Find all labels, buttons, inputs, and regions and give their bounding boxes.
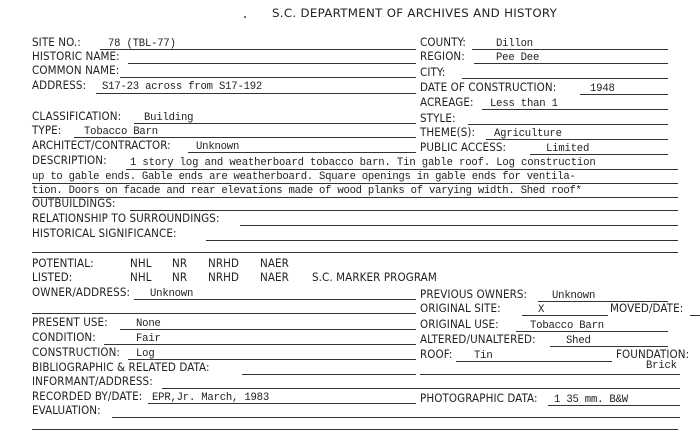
architect-value: Unknown bbox=[196, 141, 240, 153]
style-label: STYLE: bbox=[420, 111, 456, 125]
recorded-by-value: EPR,Jr. March, 1983 bbox=[152, 392, 269, 404]
photographic-data-value: 1 35 mm. B&W bbox=[554, 394, 628, 406]
present-use-line bbox=[120, 329, 416, 330]
original-site-value: X bbox=[538, 304, 545, 316]
roof-label: ROOF: bbox=[420, 347, 453, 361]
description-rule-1 bbox=[126, 169, 678, 170]
altered-value: Shed bbox=[566, 335, 591, 347]
region-line bbox=[474, 63, 668, 64]
date-of-construction-label: DATE OF CONSTRUCTION: bbox=[420, 80, 557, 94]
site-no-value: 78 (TBL-77) bbox=[108, 38, 176, 50]
original-use-line bbox=[516, 331, 668, 332]
classification-line bbox=[134, 123, 416, 124]
original-site-label: ORIGINAL SITE: bbox=[420, 301, 501, 315]
informant-line bbox=[162, 388, 680, 389]
potential-nhl: NHL bbox=[130, 256, 152, 270]
outbuildings-label: OUTBUILDINGS: bbox=[32, 196, 116, 210]
county-value: Dillon bbox=[496, 38, 533, 50]
original-site-line bbox=[522, 315, 608, 316]
city-label: CITY: bbox=[420, 65, 446, 79]
date-of-construction-value: 1948 bbox=[590, 83, 615, 95]
significance-label: HISTORICAL SIGNIFICANCE: bbox=[32, 226, 177, 240]
construction-label: CONSTRUCTION: bbox=[32, 345, 121, 359]
moved-date-line bbox=[690, 315, 700, 316]
listed-label: LISTED: bbox=[32, 270, 73, 284]
address-value: S17-23 across from S17-192 bbox=[102, 81, 263, 93]
photographic-data-label: PHOTOGRAPHIC DATA: bbox=[420, 391, 538, 405]
potential-label: POTENTIAL: bbox=[32, 256, 94, 270]
condition-value: Fair bbox=[136, 333, 161, 345]
foundation-value: Brick bbox=[646, 360, 677, 372]
bibliographic-line-right bbox=[420, 374, 680, 375]
acreage-line bbox=[482, 109, 668, 110]
stray-mark bbox=[244, 16, 246, 18]
moved-date-label: MOVED/DATE: bbox=[610, 301, 684, 315]
themes-line bbox=[486, 139, 668, 140]
description-line-3: tion. Doors on facade and rear elevations made of wood planks of varying width. Shed roof* bbox=[32, 185, 582, 197]
section-separator-1 bbox=[32, 252, 678, 253]
architect-label: ARCHITECT/CONTRACTOR: bbox=[32, 138, 171, 152]
condition-label: CONDITION: bbox=[32, 330, 96, 344]
photographic-data-line bbox=[548, 405, 680, 406]
type-value: Tobacco Barn bbox=[84, 126, 158, 138]
description-label: DESCRIPTION: bbox=[32, 153, 107, 167]
previous-owners-label: PREVIOUS OWNERS: bbox=[420, 287, 528, 301]
common-name-label: COMMON NAME: bbox=[32, 63, 120, 77]
owner-continued-line bbox=[32, 313, 416, 314]
county-line bbox=[472, 49, 668, 50]
description-line-1: 1 story log and weatherboard tobacco barn. Tin gable roof. Log construction bbox=[130, 157, 596, 169]
county-label: COUNTY: bbox=[420, 35, 466, 49]
relationship-label: RELATIONSHIP TO SURROUNDINGS: bbox=[32, 211, 220, 225]
historic-name-line bbox=[128, 63, 416, 64]
foundation-label: FOUNDATION: bbox=[616, 347, 690, 361]
architect-line bbox=[188, 152, 416, 153]
date-of-construction-line bbox=[580, 94, 668, 95]
evaluation-line bbox=[112, 417, 680, 418]
evaluation-label: EVALUATION: bbox=[32, 403, 101, 417]
site-no-line bbox=[100, 49, 416, 50]
listed-nrhd: NRHD bbox=[208, 270, 240, 284]
historic-name-label: HISTORIC NAME: bbox=[32, 49, 120, 63]
marker-program-label: S.C. MARKER PROGRAM bbox=[312, 270, 437, 284]
present-use-value: None bbox=[136, 318, 161, 330]
region-value: Pee Dee bbox=[496, 52, 540, 64]
construction-value: Log bbox=[136, 348, 155, 360]
potential-naer: NAER bbox=[260, 256, 289, 270]
address-label: ADDRESS: bbox=[32, 78, 87, 92]
themes-value: Agriculture bbox=[494, 128, 562, 140]
classification-label: CLASSIFICATION: bbox=[32, 109, 122, 123]
owner-label: OWNER/ADDRESS: bbox=[32, 285, 131, 299]
original-use-value: Tobacco Barn bbox=[530, 320, 604, 332]
altered-label: ALTERED/UNALTERED: bbox=[420, 332, 536, 346]
condition-line bbox=[104, 344, 416, 345]
present-use-label: PRESENT USE: bbox=[32, 315, 108, 329]
informant-label: INFORMANT/ADDRESS: bbox=[32, 374, 153, 388]
potential-nrhd: NRHD bbox=[208, 256, 240, 270]
classification-value: Building bbox=[144, 112, 194, 124]
bibliographic-line bbox=[242, 374, 416, 375]
public-access-label: PUBLIC ACCESS: bbox=[420, 140, 507, 154]
page-title: S.C. DEPARTMENT OF ARCHIVES AND HISTORY bbox=[272, 6, 558, 20]
address-line bbox=[96, 93, 416, 94]
acreage-label: ACREAGE: bbox=[420, 95, 474, 109]
description-rule-2 bbox=[32, 183, 678, 184]
site-no-label: SITE NO.: bbox=[32, 35, 81, 49]
roof-line bbox=[456, 361, 612, 362]
recorded-by-line bbox=[148, 403, 416, 404]
description-rule-3 bbox=[32, 197, 678, 198]
roof-value: Tin bbox=[474, 350, 493, 362]
bibliographic-label: BIBLIOGRAPHIC & RELATED DATA: bbox=[32, 360, 210, 374]
owner-value: Unknown bbox=[150, 288, 194, 300]
common-name-line bbox=[120, 77, 416, 78]
potential-nr: NR bbox=[172, 256, 188, 270]
recorded-by-label: RECORDED BY/DATE: bbox=[32, 389, 143, 403]
significance-line bbox=[206, 240, 678, 241]
relationship-line bbox=[240, 225, 678, 226]
region-label: REGION: bbox=[420, 49, 465, 63]
previous-owners-value: Unknown bbox=[552, 290, 596, 302]
city-line bbox=[462, 78, 668, 79]
themes-label: THEME(S): bbox=[420, 125, 476, 139]
listed-naer: NAER bbox=[260, 270, 289, 284]
section-separator-bottom bbox=[32, 429, 678, 430]
style-line bbox=[468, 124, 668, 125]
description-line-2: up to gable ends. Gable ends are weatherboard. Square openings in gable ends for ventila- bbox=[32, 171, 576, 183]
original-use-label: ORIGINAL USE: bbox=[420, 317, 499, 331]
acreage-value: Less than 1 bbox=[490, 98, 558, 110]
public-access-value: Limited bbox=[546, 143, 590, 155]
public-access-line bbox=[530, 154, 668, 155]
owner-line bbox=[134, 299, 416, 300]
listed-nr: NR bbox=[172, 270, 188, 284]
type-label: TYPE: bbox=[32, 123, 62, 137]
listed-nhl: NHL bbox=[130, 270, 152, 284]
